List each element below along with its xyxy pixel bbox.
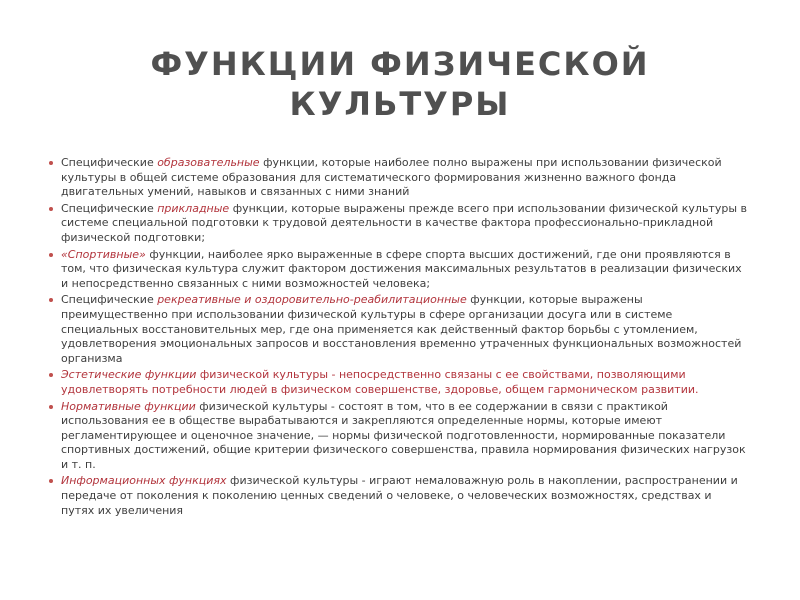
item-text-post: функции, наиболее ярко выраженные в сфере спорта высших достижений, где они проявляются в том, что физическая культура служит фактором достижения максимальных результатов в реализации физических и непосредственно связанных с ними возможностей человека; [61, 247, 742, 290]
item-text-post: физической культуры - непосредственно связаны с ее свойствами, позволяющими удовлетворять потребности людей в физическом совершенстве, здоровье, общем гармоническом развитии. [61, 368, 699, 396]
item-keyword: прикладные [157, 201, 230, 215]
bullet-icon [49, 253, 53, 257]
list-item [48, 248, 748, 292]
item-text-post: функции, которые выражены прежде всего при использовании физической культуры в системе специальной подготовки к трудовой деятельности в качестве фактора профессионально-прикладной физической подготовки; [61, 201, 747, 244]
bullet-icon [49, 298, 53, 302]
item-keyword: Эстетические функции [61, 368, 197, 382]
item-keyword: «Спортивные» [61, 247, 146, 261]
title-line-1: ФУНКЦИИ ФИЗИЧЕСКОЙ [150, 45, 650, 83]
item-text-pre: Специфические [61, 156, 158, 169]
item-text-post: функции, которые наиболее полно выражены при использовании физической культуры в общей системе образования для систематического формирования жизненно важного фонда двигательных умений, навыков и связанных с ними знаний [61, 156, 722, 199]
functions-list [48, 156, 748, 520]
list-item [48, 474, 748, 518]
bullet-icon [49, 161, 53, 165]
bullet-icon [49, 373, 53, 377]
item-text-post: функции, которые выражены преимущественно при использовании физической культуры в сфере организации досуга или в системе специальных восстановительных мер, где она применяется как действенный фактор борьбы с утомлением, удовлетворения эмоциональных запросов и восстановления временно утраченных функциональных возможностей организма [61, 293, 742, 365]
list-item [48, 293, 748, 366]
item-text-post: физической культуры - играют немаловажную роль в накоплении, распространении и передаче от поколения к поколению ценных сведений о человеке, о человеческих возможностях, средствах и путях их увеличения [61, 474, 738, 517]
slide-title [0, 44, 800, 124]
bullet-icon [49, 479, 53, 483]
title-line-2: КУЛЬТУРЫ [289, 85, 511, 123]
bullet-icon [49, 207, 53, 211]
list-item [48, 400, 748, 473]
item-keyword: Информационных функциях [61, 474, 227, 488]
bullet-icon [49, 405, 53, 409]
list-item [48, 156, 748, 200]
item-text-pre: Специфические [61, 201, 158, 215]
list-item [48, 368, 748, 397]
item-keyword: Нормативные функции [61, 399, 196, 413]
item-text-post: физической культуры - состоят в том, что в ее содержании в связи с практикой использования ее в обществе вырабатываются и закрепляются определенные нормы, которые имеют регламентирующее и оценочное значение, — нормы физической подготовленности, нормированные показатели спортивных достижений, общие критерии физического совершенства, правила нормирования физических нагрузок и т. п. [61, 399, 746, 471]
item-text-pre: Специфические [61, 293, 158, 307]
item-keyword: образовательные [157, 156, 260, 169]
list-item [48, 202, 748, 246]
item-keyword: рекреативные и оздоровительно-реабилитационные [157, 293, 467, 307]
